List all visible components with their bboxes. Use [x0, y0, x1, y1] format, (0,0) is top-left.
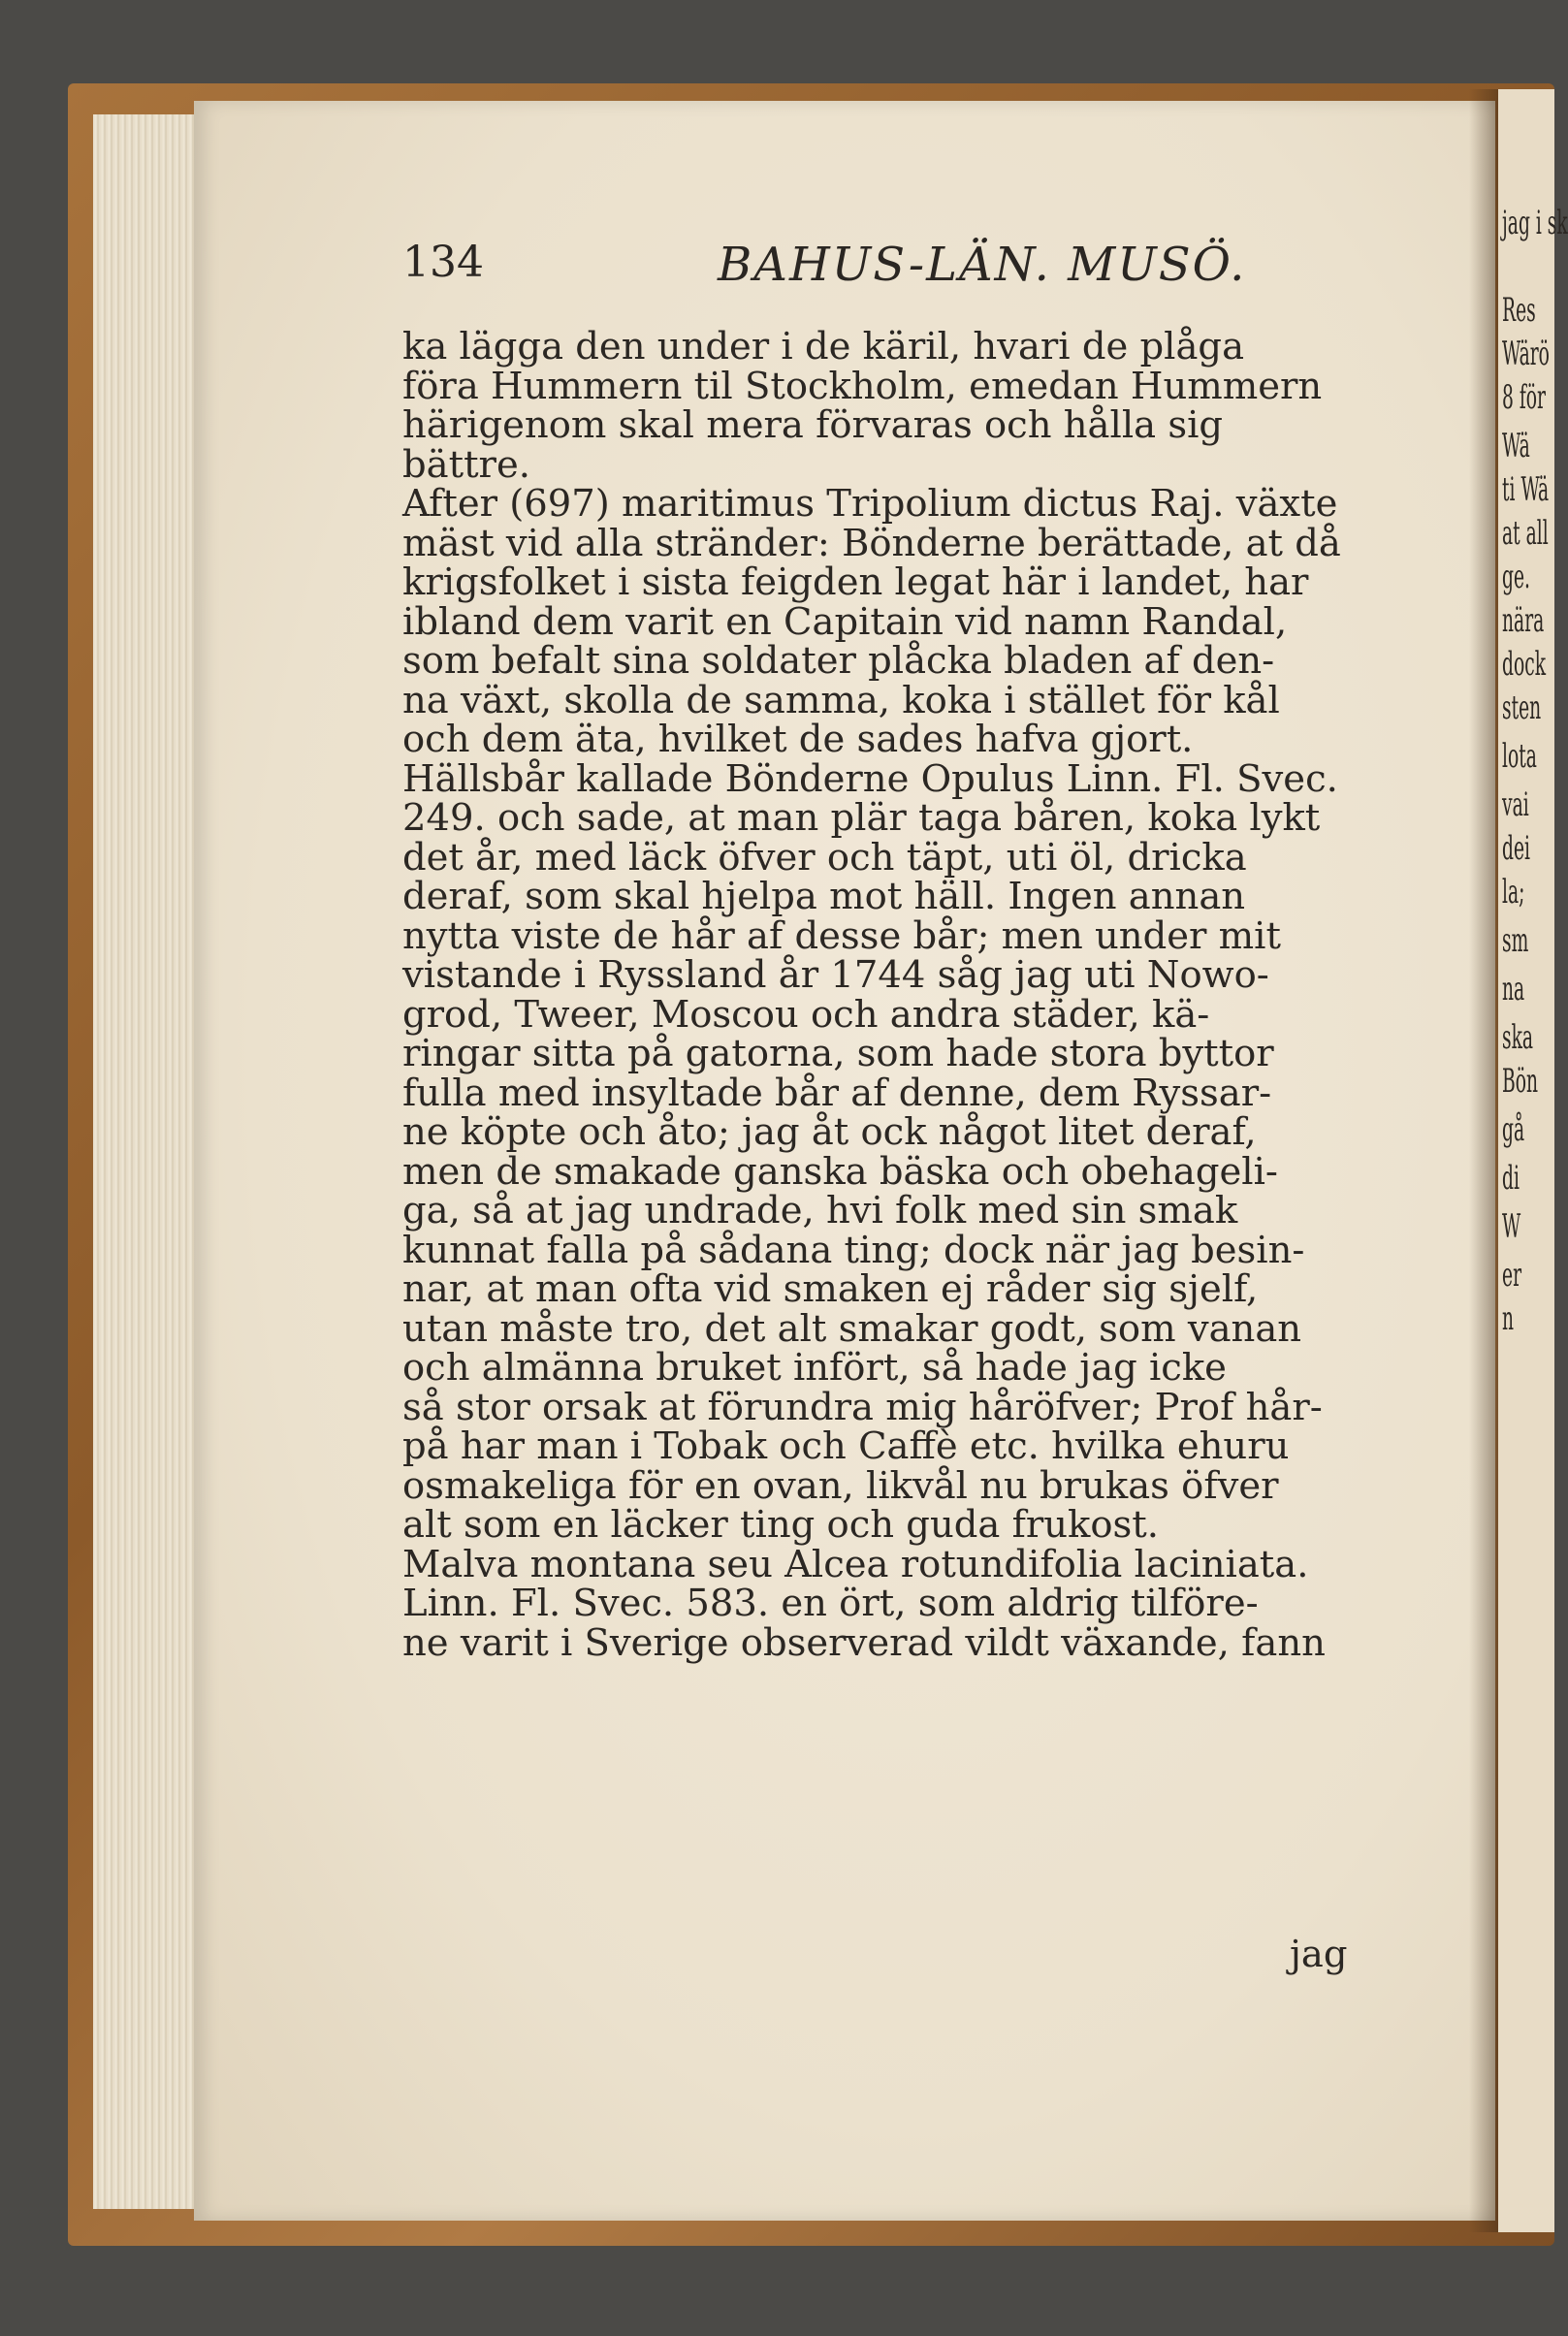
facing-page-text: sm — [1502, 921, 1529, 960]
text-line: härigenom skal mera förvaras och hålla sig — [402, 403, 1224, 447]
text-line: Malva montana seu Alcea rotundifolia laciniata. — [402, 1542, 1309, 1586]
text-line: 249. och sade, at man plär taga båren, koka lykt — [402, 796, 1321, 840]
facing-page-text: la; — [1502, 873, 1525, 912]
text-line: ga, så at jag undrade, hvi folk med sin smak — [402, 1189, 1238, 1232]
text-line: Linn. Fl. Svec. 583. en ört, som aldrig tilföre- — [402, 1582, 1259, 1625]
text-line: Hällsbår kallade Bönderne Opulus Linn. Fl. Svec. — [402, 756, 1338, 801]
text-line: na växt, skolla de samma, koka i stället för kål — [402, 678, 1280, 722]
facing-page-text: lota — [1502, 737, 1537, 776]
text-line: så stor orsak at förundra mig håröfver; Prof hår- — [402, 1385, 1323, 1429]
facing-page-text: di — [1502, 1159, 1520, 1198]
facing-page-text: n — [1502, 1299, 1515, 1338]
facing-page-text: sten — [1502, 688, 1542, 727]
text-line: och almänna bruket infört, så hade jag icke — [402, 1346, 1227, 1390]
text-line: osmakeliga för en ovan, likvål nu brukas öfver — [402, 1463, 1279, 1508]
text-line: bättre. — [402, 442, 530, 487]
catchword: jag — [1290, 1933, 1348, 1976]
text-line: alt som en läcker ting och guda frukost. — [402, 1503, 1160, 1547]
facing-page-text: Wärö — [1502, 335, 1550, 373]
facing-page-text: jag i sk — [1502, 204, 1568, 242]
text-line: nytta viste de hår af desse bår; men under mit — [402, 913, 1281, 958]
facing-page-text: at all — [1502, 514, 1549, 553]
text-line: det år, med läck öfver och täpt, uti öl, dricka — [402, 835, 1247, 880]
page-edges — [93, 114, 209, 2209]
text-line: deraf, som skal hjelpa mot häll. Ingen annan — [402, 875, 1246, 918]
text-line: After (697) maritimus Tripolium dictus Raj. växte — [402, 482, 1338, 526]
text-line: ringar sitta på gatorna, som hade stora byttor — [402, 1032, 1274, 1075]
text-line: som befalt sina soldater plåcka bladen af den- — [402, 639, 1275, 683]
facing-page-text: Wä — [1502, 427, 1530, 465]
page-body-text — [402, 325, 1372, 1665]
text-line: ka lägga den under i de käril, hvari de plåga — [402, 325, 1245, 368]
facing-page-text: dei — [1502, 829, 1531, 868]
text-line: ibland dem varit en Capitain vid namn Randal, — [402, 599, 1288, 644]
facing-page-text: gå — [1502, 1110, 1525, 1149]
facing-page-text: dock — [1502, 645, 1547, 684]
text-line: utan måste tro, det alt smakar godt, som vanan — [402, 1306, 1302, 1351]
text-line: mäst vid alla stränder: Bönderne berättade, at då — [402, 521, 1341, 565]
facing-page-text: Res — [1502, 291, 1536, 330]
text-line: ne köpte och åto; jag åt ock något litet deraf, — [402, 1110, 1257, 1154]
text-line: grod, Tweer, Moscou och andra städer, kä- — [402, 992, 1210, 1037]
text-line: nar, at man ofta vid smaken ej råder sig sjelf, — [402, 1267, 1259, 1311]
facing-page-text: ti Wä — [1502, 470, 1550, 509]
facing-page-text: 8 för — [1502, 378, 1546, 417]
page-number: 134 — [402, 238, 484, 287]
facing-page-text: W — [1502, 1207, 1521, 1246]
book-gutter — [1469, 89, 1498, 2232]
text-line: vistande i Ryssland år 1744 såg jag uti Nowo- — [402, 953, 1269, 997]
facing-page-text: ge. — [1502, 558, 1530, 596]
facing-page-text: vai — [1502, 785, 1529, 824]
page-header — [402, 238, 1353, 296]
running-head: BAHUS-LÄN. MUSÖ. — [718, 238, 1247, 292]
facing-page-text: Bön — [1502, 1062, 1539, 1101]
text-line: på har man i Tobak och Caffè etc. hvilka ehuru — [402, 1424, 1290, 1468]
text-line: kunnat falla på sådana ting; dock när jag besin- — [402, 1228, 1305, 1272]
facing-page-fragment — [1498, 89, 1568, 2232]
text-line: föra Hummern til Stockholm, emedan Hummern — [402, 364, 1323, 408]
text-line: och dem äta, hvilket de sades hafva gjort. — [402, 718, 1194, 761]
text-line: fulla med insyltade bår af denne, dem Ryssar- — [402, 1071, 1272, 1115]
text-line: men de smakade ganska bäska och obehageli- — [402, 1149, 1278, 1194]
facing-page-text: er — [1502, 1256, 1522, 1295]
text-line: ne varit i Sverige observerad vildt växande, fann — [402, 1620, 1326, 1665]
facing-page-text: nära — [1502, 601, 1545, 640]
facing-page-text: ska — [1502, 1018, 1534, 1057]
text-line: krigsfolket i sista feigden legat här i landet, har — [402, 560, 1309, 604]
facing-page-text: na — [1502, 970, 1525, 1008]
